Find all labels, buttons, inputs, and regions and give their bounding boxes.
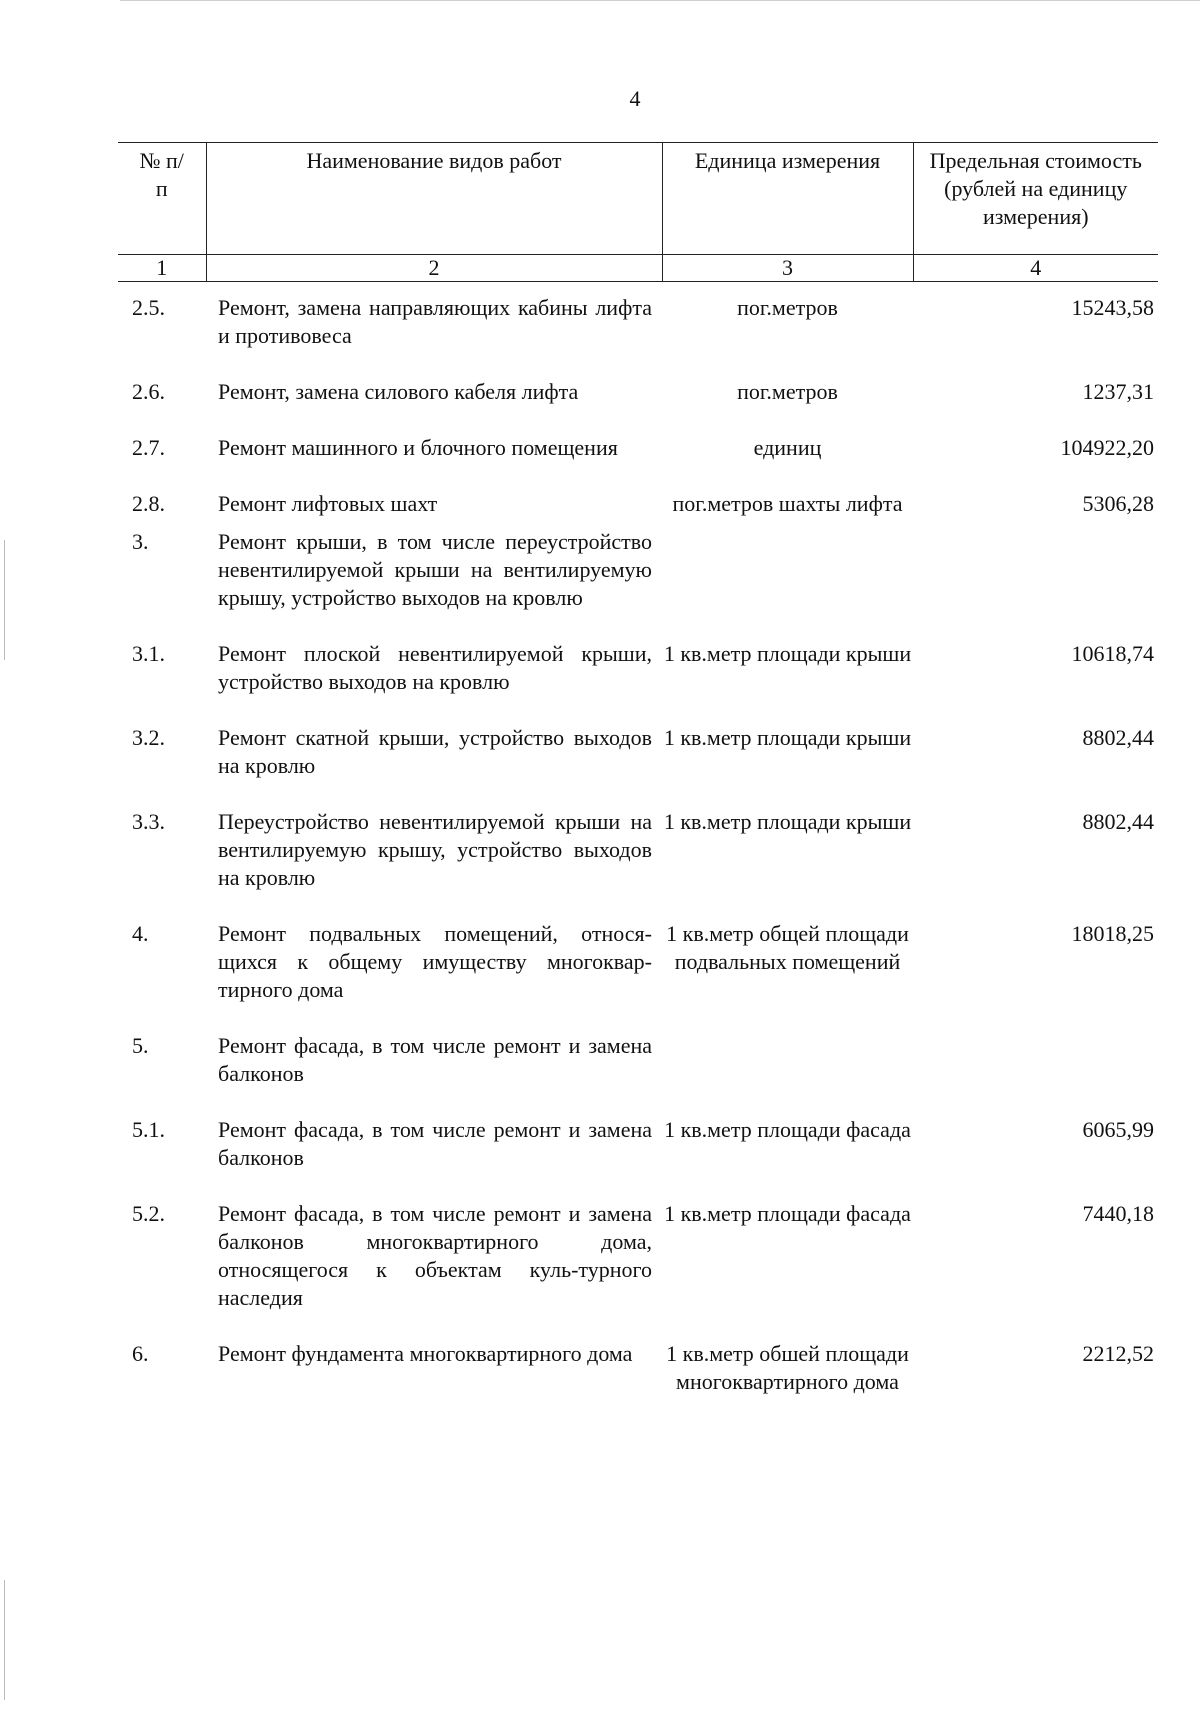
row-number: 3. (132, 529, 149, 554)
price: 1237,31 (1082, 379, 1154, 404)
unit: пог.метров (737, 379, 838, 404)
row-number: 2.8. (132, 491, 165, 516)
price: 8802,44 (1082, 809, 1154, 834)
table-row (118, 480, 1158, 518)
price: 104922,20 (1060, 435, 1154, 460)
price: 6065,99 (1082, 1117, 1154, 1142)
work-name: Ремонт машинного и блочного помещения (218, 435, 618, 460)
table-row (118, 368, 1158, 424)
price: 7440,18 (1082, 1201, 1154, 1226)
unit: 1 кв.метр площади крыши (663, 809, 912, 834)
table-row (118, 1330, 1158, 1414)
unit: 1 кв.метр общей площади подвальных помещений (666, 921, 909, 974)
work-name: Ремонт скатной крыши, устройство выходов на кровлю (218, 725, 652, 778)
table-row (118, 518, 1158, 630)
unit: 1 кв.метр площади фасада (664, 1201, 911, 1226)
work-name: Ремонт фасада, в том числе ремонт и замена балконов (218, 1033, 652, 1086)
column-number: 4 (913, 255, 1158, 282)
scan-left-margin-mark (4, 540, 5, 660)
price (913, 518, 1158, 630)
row-number: 2.6. (132, 379, 165, 404)
unit: пог.метров шахты лифта (672, 491, 903, 516)
work-name: Ремонт фасада, в том числе ремонт и замена балконов многоквартирного дома, относящегося к объектам куль-турного наследия (218, 1201, 652, 1310)
work-name: Ремонт плоской невентилируемой крыши, устройство выходов на кровлю (218, 641, 652, 694)
column-number: 1 (118, 255, 206, 282)
table-row (118, 798, 1158, 910)
table-row (118, 1022, 1158, 1106)
column-number: 3 (662, 255, 913, 282)
work-name: Ремонт, замена направляющих кабины лифта и противовеса (218, 295, 652, 348)
header-price: Предельная стоимость (рублей на единицу измерения) (913, 143, 1158, 255)
work-name: Ремонт фасада, в том числе ремонт и замена балконов (218, 1117, 652, 1170)
header-unit: Единица измерения (662, 143, 913, 255)
table-row (118, 282, 1158, 369)
scan-left-margin-mark (4, 1580, 5, 1700)
row-number: 5. (132, 1033, 149, 1058)
work-name: Ремонт, замена силового кабеля лифта (218, 379, 579, 404)
table-row (118, 1106, 1158, 1190)
price: 18018,25 (1071, 921, 1154, 946)
header-no: № п/п (118, 143, 206, 255)
works-cost-table (118, 142, 1158, 1414)
unit: 1 кв.метр площади крыши (663, 725, 912, 750)
header-name: Наименование видов работ (206, 143, 662, 255)
price: 10618,74 (1071, 641, 1154, 666)
row-number: 2.7. (132, 435, 165, 460)
row-number: 3.2. (132, 725, 165, 750)
unit: 1 кв.метр площади крыши (663, 641, 912, 666)
row-number: 2.5. (132, 295, 165, 320)
unit: пог.метров (737, 295, 838, 320)
scan-top-border (120, 0, 1200, 1)
row-number: 5.1. (132, 1117, 165, 1142)
table-row (118, 630, 1158, 714)
price: 15243,58 (1071, 295, 1154, 320)
work-name: Ремонт фундамента многоквартирного дома (218, 1341, 633, 1366)
price (913, 1022, 1158, 1106)
table-row (118, 910, 1158, 1022)
price: 8802,44 (1082, 725, 1154, 750)
row-number: 3.3. (132, 809, 165, 834)
table-row (118, 424, 1158, 480)
table-row (118, 714, 1158, 798)
work-name: Ремонт лифтовых шахт (218, 491, 438, 516)
table-row (118, 1190, 1158, 1330)
unit: единиц (753, 435, 822, 460)
price: 5306,28 (1082, 491, 1154, 516)
row-number: 6. (132, 1341, 149, 1366)
unit: 1 кв.метр обшей площади многоквартирного дома (666, 1341, 909, 1394)
work-name: Ремонт подвальных помещений, относя-щихся к общему имуществу многоквар-тирного дома (218, 921, 652, 1002)
page-number: 4 (629, 86, 641, 111)
work-name: Ремонт крыши, в том числе переустройство невентилируемой крыши на вентилируемую крышу, устройство выходов на кровлю (218, 529, 652, 610)
unit (662, 1022, 913, 1106)
row-number: 5.2. (132, 1201, 165, 1226)
work-name: Переустройство невентилируемой крыши на вентилируемую крышу, устройство выходов на кровлю (218, 809, 652, 890)
row-number: 4. (132, 921, 149, 946)
unit (662, 518, 913, 630)
column-number: 2 (206, 255, 662, 282)
unit: 1 кв.метр площади фасада (664, 1117, 911, 1142)
row-number: 3.1. (132, 641, 165, 666)
price: 2212,52 (1082, 1341, 1154, 1366)
